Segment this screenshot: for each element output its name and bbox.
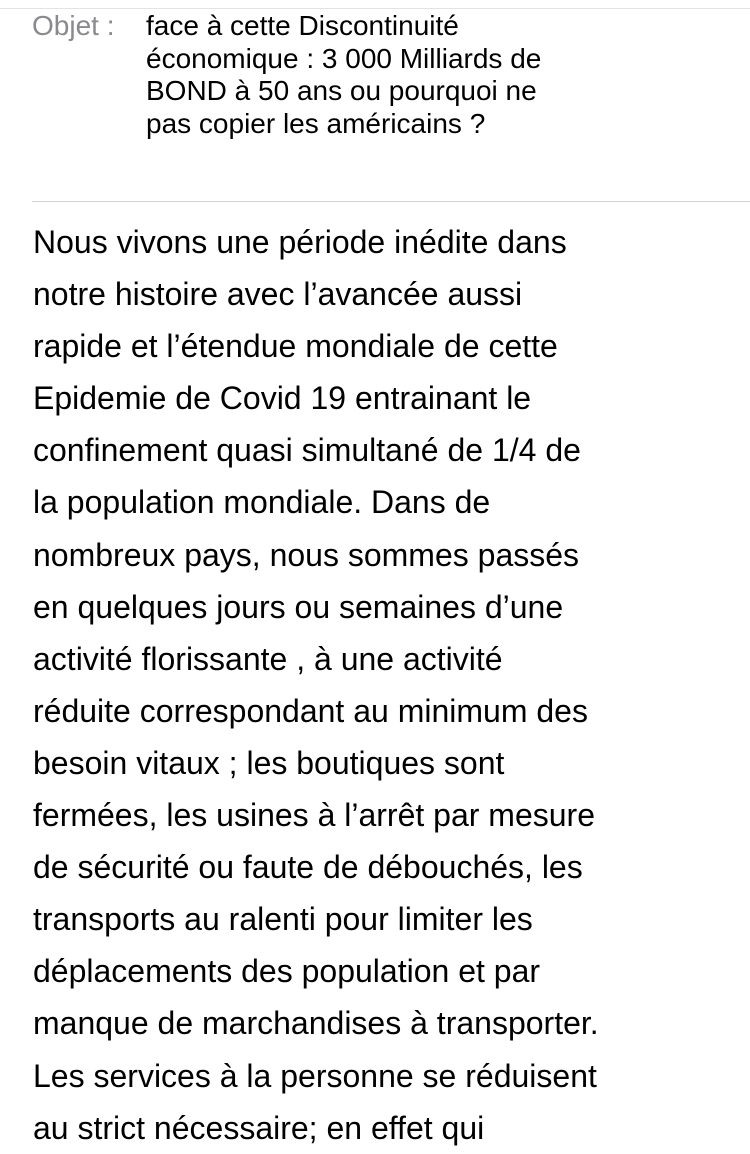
top-separator <box>0 8 750 9</box>
header-divider <box>32 201 750 202</box>
subject-text: face à cette Discontinuité économique : 3 000 Milliards de BOND à 50 ans ou pourquoi ne pas copier les américains ? <box>146 10 542 139</box>
email-body: Nous vivons une période inédite dans notre histoire avec l’avancée aussi rapide et l’étendue mondiale de cette Epidemie de Covid 19 entrainant le confinement quasi simultané de 1/4 de la population mondiale. Dans de nombreux pays, nous sommes passés en quelques jours ou semaines d’une activité florissante , à une activité réduite correspondant au minimum des besoin vitaux ; les boutiques sont fermées, les usines à l’arrêt par mesure de sécurité ou faute de débouchés, les transports au ralenti pour limiter les déplacements des population et par manque de marchandises à transporter. Les services à la personne se réduisent au strict nécessaire; en effet qui <box>33 224 599 1146</box>
subject-label: Objet : <box>32 10 115 41</box>
email-subject-header <box>32 10 722 180</box>
